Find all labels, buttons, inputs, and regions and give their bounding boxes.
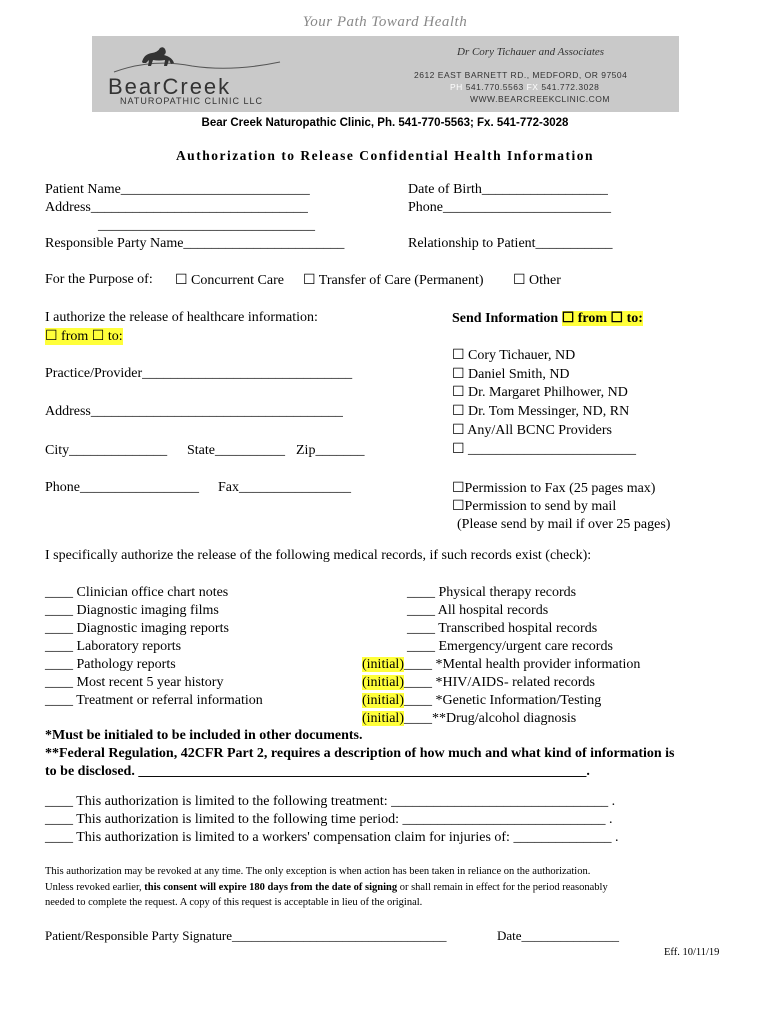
brand-name-1: Bear	[108, 74, 163, 99]
record-item[interactable]: ____ Transcribed hospital records	[407, 621, 598, 636]
associates-line: Dr Cory Tichauer and Associates	[457, 46, 605, 58]
initial-label: (initial)	[362, 711, 404, 726]
provider-phone-field[interactable]: Phone_________________	[45, 480, 199, 495]
revocation-notice	[45, 864, 608, 911]
fx-label: FX	[526, 82, 539, 92]
patient-name-field[interactable]: Patient Name___________________________	[45, 182, 310, 197]
state-field[interactable]: State__________	[187, 443, 285, 458]
mail-note: (Please send by mail if over 25 pages)	[457, 517, 671, 532]
purpose-other-checkbox[interactable]: ☐ Other	[513, 273, 561, 288]
revoke-line-2: Unless revoked earlier, this consent will expire 180 days from the date of signing or shall remain in effect for the period reasonably	[45, 881, 608, 893]
record-item[interactable]: ____ Emergency/urgent care records	[407, 639, 613, 654]
form-title: Authorization to Release Confidential Health Information	[175, 148, 595, 163]
limit-workers-comp-field[interactable]: ____ This authorization is limited to a workers' compensation claim for injuries of: ______________ .	[45, 830, 619, 845]
initial-label: (initial)	[362, 693, 404, 708]
record-item[interactable]: ____ All hospital records	[407, 603, 549, 618]
record-item-initial[interactable]	[362, 710, 640, 728]
authorize-from-to-checkboxes[interactable]: ☐ from ☐ to:	[45, 329, 123, 344]
responsible-party-field[interactable]: Responsible Party Name_______________________	[45, 236, 345, 251]
fx-number: 541.772.3028	[541, 82, 600, 92]
practice-provider-field[interactable]: Practice/Provider______________________________	[45, 366, 353, 381]
records-right-list	[362, 584, 640, 728]
record-item-initial[interactable]	[362, 674, 640, 692]
provider-address-field[interactable]: Address____________________________________	[45, 404, 343, 419]
federal-regulation-note: **Federal Regulation, 42CFR Part 2, requires a description of how much and what kind of information is	[45, 746, 675, 761]
record-item-label: ____**Drug/alcohol diagnosis	[404, 711, 577, 726]
record-item[interactable]: ____ Diagnostic imaging reports	[45, 621, 229, 636]
provider-list	[452, 347, 636, 459]
permission-fax-checkbox[interactable]: ☐Permission to Fax (25 pages max)	[452, 481, 656, 496]
purpose-label: For the Purpose of:	[45, 272, 153, 287]
authorize-line: I authorize the release of healthcare information:	[45, 310, 318, 325]
city-field[interactable]: City______________	[45, 443, 168, 458]
bear-logo-icon	[112, 44, 282, 78]
clinic-phone-fax	[450, 82, 599, 92]
send-information-label: Send Information	[452, 311, 559, 326]
revoke-line-1: This authorization may be revoked at any time. The only exception is when action has been taken in reliance on the authorization.	[45, 866, 591, 877]
provider-checkbox[interactable]: ☐ Any/All BCNC Providers	[452, 422, 612, 438]
revoke-line-3: needed to complete the request. A copy of this request is acceptable in lieu of the original.	[45, 897, 423, 908]
expiry-text: this consent will expire 180 days from the date of signing	[144, 881, 398, 893]
brand-subtitle: NATUROPATHIC CLINIC LLC	[120, 96, 264, 106]
purpose-concurrent-checkbox[interactable]: ☐ Concurrent Care	[175, 273, 284, 288]
brand-name-2: Creek	[162, 74, 232, 99]
record-item[interactable]: ____ Pathology reports	[45, 657, 176, 672]
limits-list	[45, 793, 618, 847]
purpose-transfer-checkbox[interactable]: ☐ Transfer of Care (Permanent)	[303, 273, 484, 288]
clinic-address: 2612 EAST BARNETT RD., MEDFORD, OR 97504	[414, 70, 628, 80]
provider-checkbox[interactable]: ☐ Cory Tichauer, ND	[452, 348, 576, 363]
record-item[interactable]: ____ Diagnostic imaging films	[45, 603, 219, 618]
address-line-2[interactable]: _______________________________	[98, 218, 315, 233]
tagline: Your Path Toward Health	[302, 14, 468, 30]
record-item-label: ____ *HIV/AIDS- related records	[404, 675, 595, 690]
zip-field[interactable]: Zip_______	[296, 443, 365, 458]
signature-date-field[interactable]: Date_______________	[497, 928, 620, 943]
signature-field[interactable]: Patient/Responsible Party Signature_________________________________	[45, 928, 447, 943]
record-item-label: ____ *Mental health provider information	[404, 657, 641, 672]
provider-fax-field[interactable]: Fax________________	[218, 480, 351, 495]
send-from-to-checkboxes[interactable]: ☐ from ☐ to:	[561, 311, 643, 326]
limit-time-period-field[interactable]: ____ This authorization is limited to the following time period: _____________________________ .	[45, 812, 613, 827]
provider-checkbox[interactable]: ☐ ________________________	[452, 441, 637, 457]
address-field[interactable]: Address_______________________________	[45, 200, 308, 215]
permission-mail-checkbox[interactable]: ☐Permission to send by mail	[452, 499, 617, 514]
effective-date: Eff. 10/11/19	[664, 947, 720, 958]
dob-field[interactable]: Date of Birth__________________	[408, 182, 608, 197]
phone-field[interactable]: Phone________________________	[408, 200, 611, 215]
limit-treatment-field[interactable]: ____ This authorization is limited to the following treatment: _______________________________ .	[45, 794, 616, 809]
ph-number: 541.770.5563	[465, 82, 524, 92]
provider-checkbox[interactable]: ☐ Daniel Smith, ND	[452, 366, 570, 382]
clinic-contact-line: Bear Creek Naturopathic Clinic, Ph. 541-770-5563; Fx. 541-772-3028	[201, 117, 569, 129]
record-item[interactable]: ____ Clinician office chart notes	[45, 585, 229, 600]
record-item-initial[interactable]	[362, 692, 640, 710]
clinic-website: WWW.BEARCREEKCLINIC.COM	[470, 94, 610, 104]
permission-list	[452, 480, 670, 534]
record-item[interactable]: ____ Most recent 5 year history	[45, 675, 224, 690]
records-intro: I specifically authorize the release of the following medical records, if such records exist (check):	[45, 548, 592, 563]
initial-label: (initial)	[362, 675, 404, 690]
provider-checkbox[interactable]: ☐ Dr. Margaret Philhower, ND	[452, 385, 628, 401]
initial-label: (initial)	[362, 657, 404, 672]
relationship-field[interactable]: Relationship to Patient___________	[408, 236, 613, 251]
record-item[interactable]: ____ Treatment or referral information	[45, 693, 263, 708]
provider-checkbox[interactable]: ☐ Dr. Tom Messinger, ND, RN	[452, 404, 630, 420]
record-item-initial[interactable]	[362, 656, 640, 674]
disclosure-field[interactable]: to be disclosed. ________________________________________________________________.	[45, 764, 590, 779]
record-item[interactable]: ____ Laboratory reports	[45, 639, 182, 654]
records-left-list	[45, 584, 263, 710]
must-initial-note: *Must be initialed to be included in other documents.	[45, 728, 363, 743]
record-item-label: ____ *Genetic Information/Testing	[404, 693, 602, 708]
record-item[interactable]: ____ Physical therapy records	[407, 585, 577, 600]
ph-label: PH	[450, 82, 463, 92]
send-information	[452, 310, 643, 327]
